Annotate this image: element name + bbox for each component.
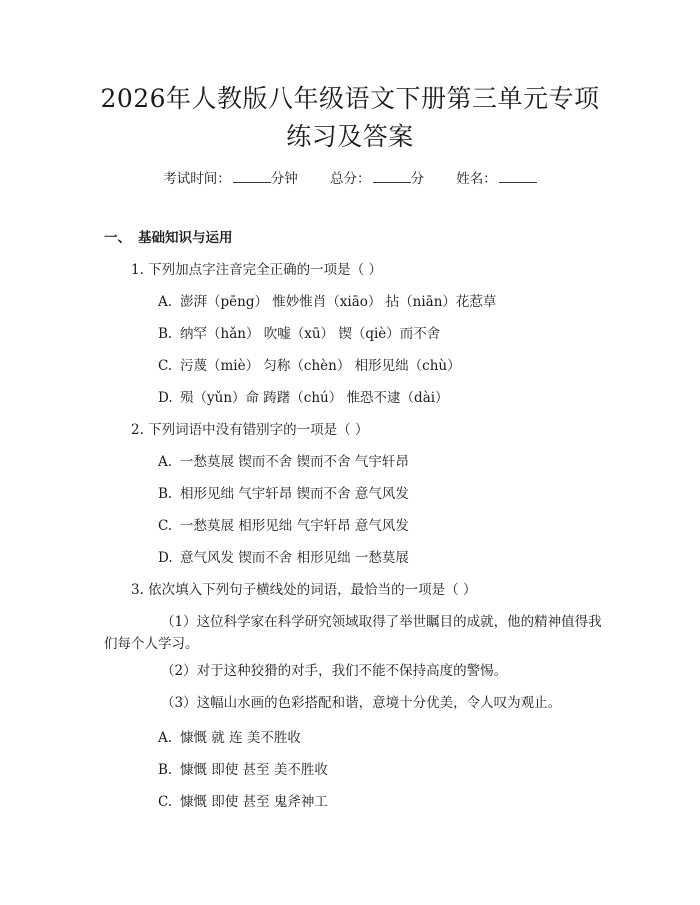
option-text: 污蔑（miè） 匀称（chèn） 相形见绌（chù） — [180, 358, 461, 374]
option-text: 一愁莫展 锲而不舍 锲而不舍 气宇轩昂 — [180, 454, 409, 470]
section-number: 一、 — [104, 230, 131, 246]
option-letter: B. — [158, 326, 173, 342]
option-text: 慷慨 就 连 美不胜收 — [180, 730, 301, 746]
option-letter: D. — [158, 390, 173, 406]
option-text: 相形见绌 气宇轩昂 锲而不舍 意气风发 — [180, 486, 409, 502]
q3-sentence-2: （2）对于这种狡猾的对手，我们不能不保持高度的警惕。 — [161, 663, 508, 679]
q3-option-b — [158, 760, 328, 780]
name-label: 姓名： — [456, 171, 497, 187]
q2-option-b — [158, 484, 409, 504]
score-blank — [373, 168, 411, 183]
q1-option-a — [158, 292, 496, 312]
option-letter: C. — [158, 358, 173, 374]
q2-option-d — [158, 548, 409, 568]
option-letter: C. — [158, 518, 173, 534]
exam-time — [163, 168, 298, 189]
option-text: 慷慨 即使 甚至 美不胜收 — [180, 762, 328, 778]
exam-info — [0, 168, 700, 189]
option-letter: A. — [158, 454, 173, 470]
title-line-2: 练习及答案 — [286, 122, 414, 151]
question-3-stem: 3. 依次填入下列句子横线处的词语，最恰当的一项是（ ） — [131, 582, 477, 598]
q2-option-a — [158, 452, 409, 472]
q3-sentence-3: （3）这幅山水画的色彩搭配和谐，意境十分优美，令人叹为观止。 — [161, 695, 562, 711]
option-text: 纳罕（hǎn） 吹嘘（xū） 锲（qiè）而不舍 — [180, 326, 441, 342]
q1-option-b — [158, 324, 440, 344]
time-blank — [233, 168, 271, 183]
q1-option-c — [158, 356, 461, 376]
document-title — [60, 80, 640, 156]
time-unit: 分钟 — [270, 171, 298, 187]
option-letter: B. — [158, 486, 173, 502]
q3-sentence-1: （1）这位科学家在科学研究领域取得了举世瞩目的成就，他的精神值得我们每个人学习。 — [104, 614, 602, 652]
section-title: 基础知识与运用 — [138, 230, 233, 246]
q3-option-c — [158, 792, 328, 812]
option-text: 殒（yǔn）命 踌躇（chú） 惟恐不逮（dài） — [180, 390, 449, 406]
score-unit: 分 — [410, 171, 424, 187]
option-letter: C. — [158, 794, 173, 810]
question-1-stem: 1. 下列加点字注音完全正确的一项是（ ） — [131, 262, 382, 278]
section-heading — [104, 226, 233, 246]
exam-name — [456, 168, 537, 189]
exam-score — [330, 168, 424, 189]
option-letter: B. — [158, 762, 173, 778]
q3-option-a — [158, 728, 301, 748]
option-text: 澎湃（pēng） 惟妙惟肖（xiāo） 拈（niān）花惹草 — [180, 294, 497, 310]
option-letter: D. — [158, 550, 173, 566]
name-blank — [499, 168, 537, 183]
time-label: 考试时间： — [163, 171, 231, 187]
option-letter: A. — [158, 730, 173, 746]
option-text: 意气风发 锲而不舍 相形见绌 一愁莫展 — [180, 550, 409, 566]
q1-option-d — [158, 388, 449, 408]
option-text: 一愁莫展 相形见绌 气宇轩昂 意气风发 — [180, 518, 409, 534]
q2-option-c — [158, 516, 409, 536]
option-letter: A. — [158, 294, 173, 310]
title-line-1: 2026年人教版八年级语文下册第三单元专项 — [100, 84, 600, 113]
option-text: 慷慨 即使 甚至 鬼斧神工 — [180, 794, 328, 810]
score-label: 总分： — [330, 171, 371, 187]
question-2-stem: 2. 下列词语中没有错别字的一项是（ ） — [131, 422, 369, 438]
